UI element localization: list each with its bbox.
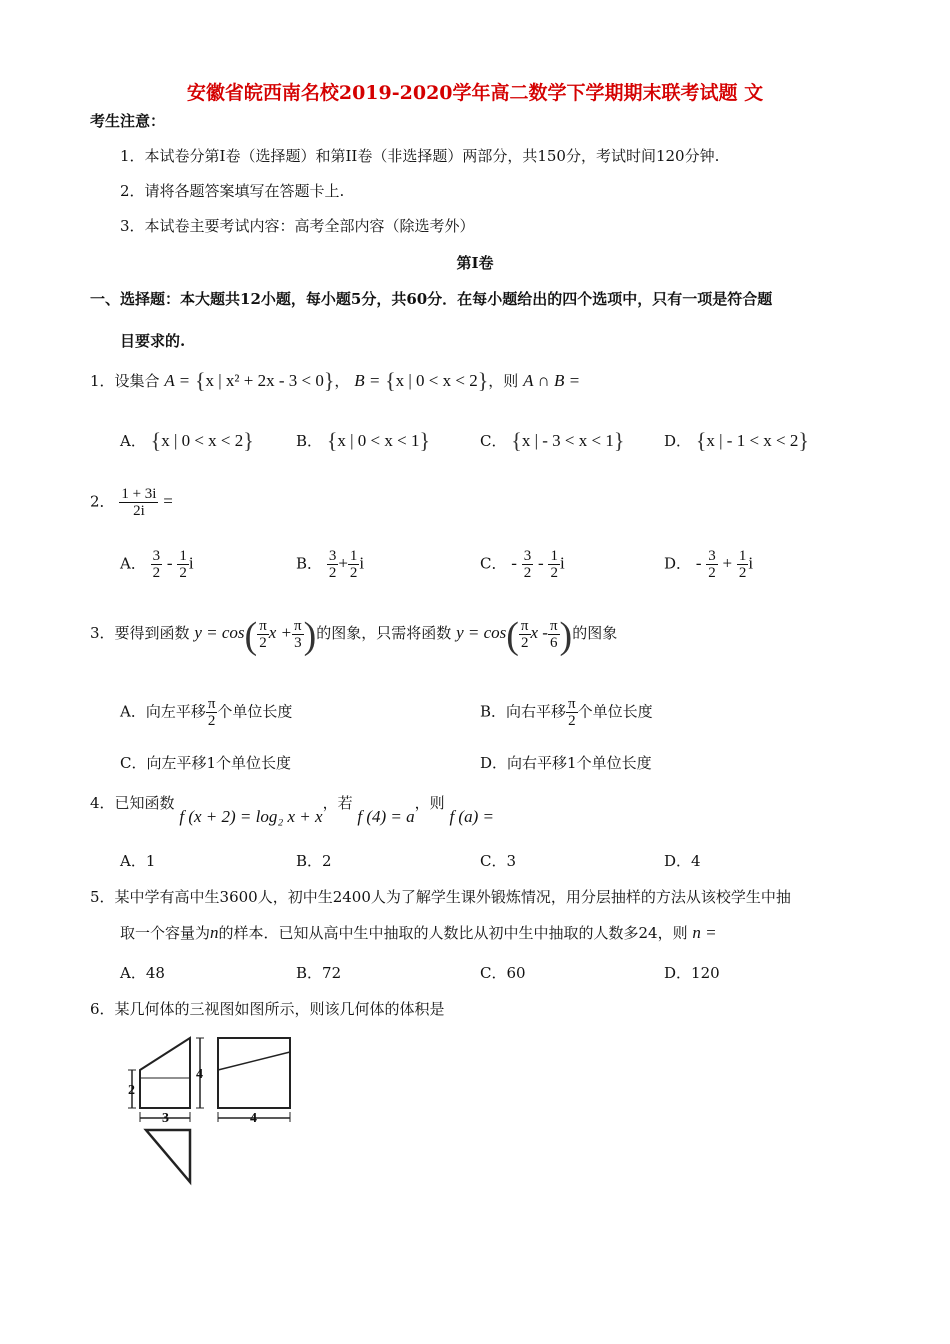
set-a-label: A = <box>164 371 191 390</box>
question-5: 5．某中学有高中生3600人，初中生2400人为了解学生课外锻炼情况，用分层抽样的方法从该校学生中抽 <box>90 888 791 906</box>
question-3: 3．要得到函数 y = cos( $\frac{\pi}{2}$ x + $\frac{\pi}{3}$ )的图象，只需将函数 y = cos( $\frac{\pi}{2}$ x - $\frac{\pi}{6}$ )的图象 <box>90 615 618 657</box>
dim-label: 2 <box>128 1083 135 1098</box>
right-brace-icon: } <box>323 368 335 393</box>
set-b-label: B = <box>354 371 381 390</box>
set-b-def: x | 0 < x < 2 <box>395 371 478 390</box>
option-d: D．向右平移1个单位长度 <box>480 754 652 772</box>
option-a: A．48 <box>120 964 165 982</box>
question-ask: A ∩ B = <box>523 371 581 390</box>
question-number: 3． <box>90 624 115 642</box>
question-4: 4．已知函数 f (x + 2) = log₂ x + x，若 f (4) = a，则 f (a) = <box>90 794 494 826</box>
option-c: C． {x | - 3 < x < 1} <box>480 428 625 453</box>
exam-title: 安徽省皖西南名校2019-2020学年高二数学下学期期末联考试题 文 <box>186 82 764 104</box>
left-brace-icon: { <box>194 368 206 393</box>
option-d: D．4 <box>664 852 701 870</box>
option-b: B．2 <box>296 852 332 870</box>
option-b: B． $\frac{3}{2}$ + $\frac{1}{2}$ i <box>296 548 365 581</box>
option-c: C．3 <box>480 852 517 870</box>
question-5-cont: 取一个容量为n的样本．已知从高中生中抽取的人数比从初中生中抽取的人数多24，则 n = <box>120 923 717 942</box>
notice-item-1: 1．本试卷分第Ⅰ卷（选择题）和第II卷（非选择题）两部分，共150分，考试时间120分钟. <box>120 147 720 165</box>
set-a-def: x | x² + 2x - 3 < 0 <box>205 371 324 390</box>
question-number: 6． <box>90 1000 115 1018</box>
question-number: 4． <box>90 794 115 812</box>
fraction: $\frac{1 + 3i}{2i}$ <box>121 486 157 519</box>
option-a: A．向左平移 $\frac{\pi}{2}$ 个单位长度 <box>120 696 293 729</box>
top-view <box>146 1130 190 1182</box>
option-c: C．向左平移1个单位长度 <box>120 754 292 772</box>
question-2: 2． $\frac{1 + 3i}{2i}$ = <box>90 486 173 519</box>
question-6: 6．某几何体的三视图如图所示，则该几何体的体积是 <box>90 1000 445 1018</box>
option-a: A． {x | 0 < x < 2} <box>120 428 254 453</box>
option-a: A． $\frac{3}{2}$ - $\frac{1}{2}$ i <box>120 548 194 581</box>
option-c: C．60 <box>480 964 526 982</box>
option-b: B．72 <box>296 964 342 982</box>
volume-title: 第Ⅰ卷 <box>456 254 494 272</box>
section-heading-cont: 目要求的. <box>120 332 186 350</box>
option-d: D． - $\frac{3}{2}$ + $\frac{1}{2}$ i <box>664 548 754 581</box>
option-d: D．120 <box>664 964 720 982</box>
notice-item-2: 2．请将各题答案填写在答题卡上. <box>120 182 345 200</box>
dim-label: 3 <box>162 1111 169 1126</box>
right-brace-icon: } <box>477 368 489 393</box>
option-d: D． {x | - 1 < x < 2} <box>664 428 809 453</box>
question-stem: 设集合 <box>114 372 160 390</box>
question-number: 1． <box>90 372 115 390</box>
left-brace-icon: { <box>385 368 396 393</box>
option-c: C． - $\frac{3}{2}$ - $\frac{1}{2}$ i <box>480 548 565 581</box>
question-number: 2． <box>90 492 115 511</box>
notice-heading: 考生注意： <box>90 112 166 130</box>
option-b: B．向右平移 $\frac{\pi}{2}$ 个单位长度 <box>480 696 653 729</box>
question-1: 1．设集合 A = {x | x² + 2x - 3 < 0}， B = {x | 0 < x < 2}，则 A ∩ B = <box>90 368 581 393</box>
option-a: A．1 <box>120 852 156 870</box>
dim-label: 4 <box>196 1067 203 1082</box>
three-view-figure <box>120 1030 320 1190</box>
dim-label: 4 <box>250 1111 257 1126</box>
question-number: 5． <box>90 888 115 906</box>
notice-item-3: 3．本试卷主要考试内容：高考全部内容（除选考外） <box>120 217 475 235</box>
option-b: B． {x | 0 < x < 1} <box>296 428 431 453</box>
side-view <box>218 1038 290 1108</box>
front-view <box>140 1038 190 1108</box>
section-heading: 一、选择题：本大题共12小题，每小题5分，共60分．在每小题给出的四个选项中，只有一项是符合题 <box>90 290 773 308</box>
